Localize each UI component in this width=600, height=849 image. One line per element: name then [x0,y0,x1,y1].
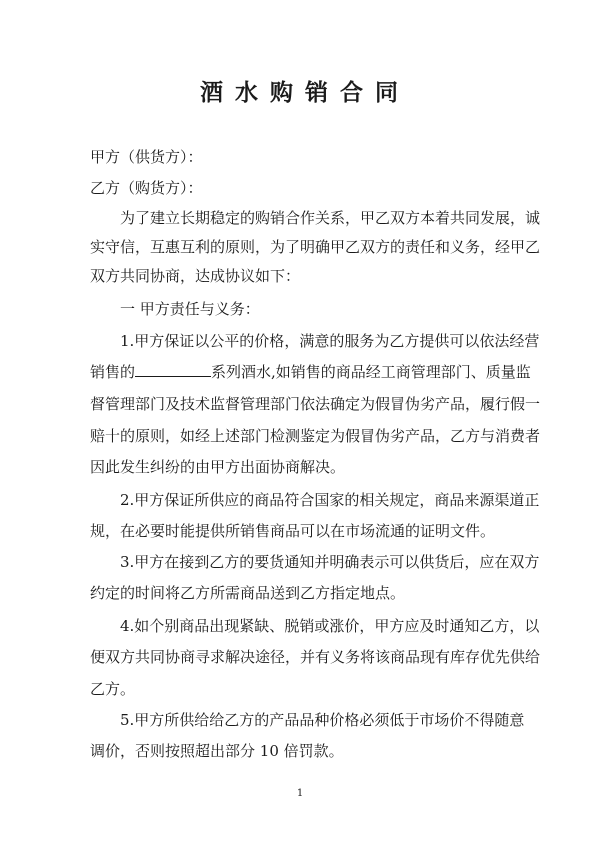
section-heading: 一 甲方责任与义务： [120,300,260,318]
clause1-line-2-start: 销售的 [90,363,136,381]
clause1-line-2 [90,362,530,382]
page-number: 1 [296,788,304,799]
document-title: 酒水购销合同 [200,79,410,106]
clause4-line-1: 4.如个别商品出现紧缺、脱销或涨价，甲方应及时通知乙方，以 [120,617,540,635]
clause1-line-4: 赔十的原则，如经上述部门检测鉴定为假冒伪劣产品，乙方与消费者 [90,427,541,445]
clause1-line-1: 1.甲方保证以公平的价格，满意的服务为乙方提供可以依法经营 [120,332,540,350]
clause4-line-3: 乙方。 [90,680,136,698]
clause1-line-2-end: 系列酒水,如销售的商品经工商管理部门、质量监 [211,363,531,381]
clause4-line-2: 便双方共同协商寻求解决途径，并有义务将该商品现有库存优先供给 [90,648,541,666]
clause5-line-1: 5.甲方所供给给乙方的产品品种价格必须低于市场价不得随意 [120,711,525,729]
clause5-line-2: 调价，否则按照超出部分 10 倍罚款。 [90,742,344,760]
product-name-blank[interactable] [135,362,211,377]
clause3-line-2: 约定的时间将乙方所需商品送到乙方指定地点。 [90,584,406,602]
clause2-line-1: 2.甲方保证所供应的商品符合国家的相关规定，商品来源渠道正 [120,491,540,509]
intro-line-2: 实守信，互惠互利的原则，为了明确甲乙双方的责任和义务，经甲乙 [90,238,541,256]
intro-line-1: 为了建立长期稳定的购销合作关系，甲乙双方本着共同发展，诚 [120,209,541,227]
clause2-line-2: 规，在必要时能提供所销售商品可以在市场流通的证明文件。 [90,522,496,540]
intro-line-3: 双方共同协商，达成协议如下： [90,267,301,285]
clause1-line-3: 督管理部门及技术监督管理部门依法确定为假冒伪劣产品，履行假一 [90,395,541,413]
clause3-line-1: 3.甲方在接到乙方的要货通知并明确表示可以供货后，应在双方 [120,553,540,571]
party-b-line: 乙方（购货方）： [90,179,203,197]
party-a-line: 甲方（供货方）： [90,148,203,166]
clause1-line-5: 因此发生纠纷的由甲方出面协商解决。 [90,458,346,476]
